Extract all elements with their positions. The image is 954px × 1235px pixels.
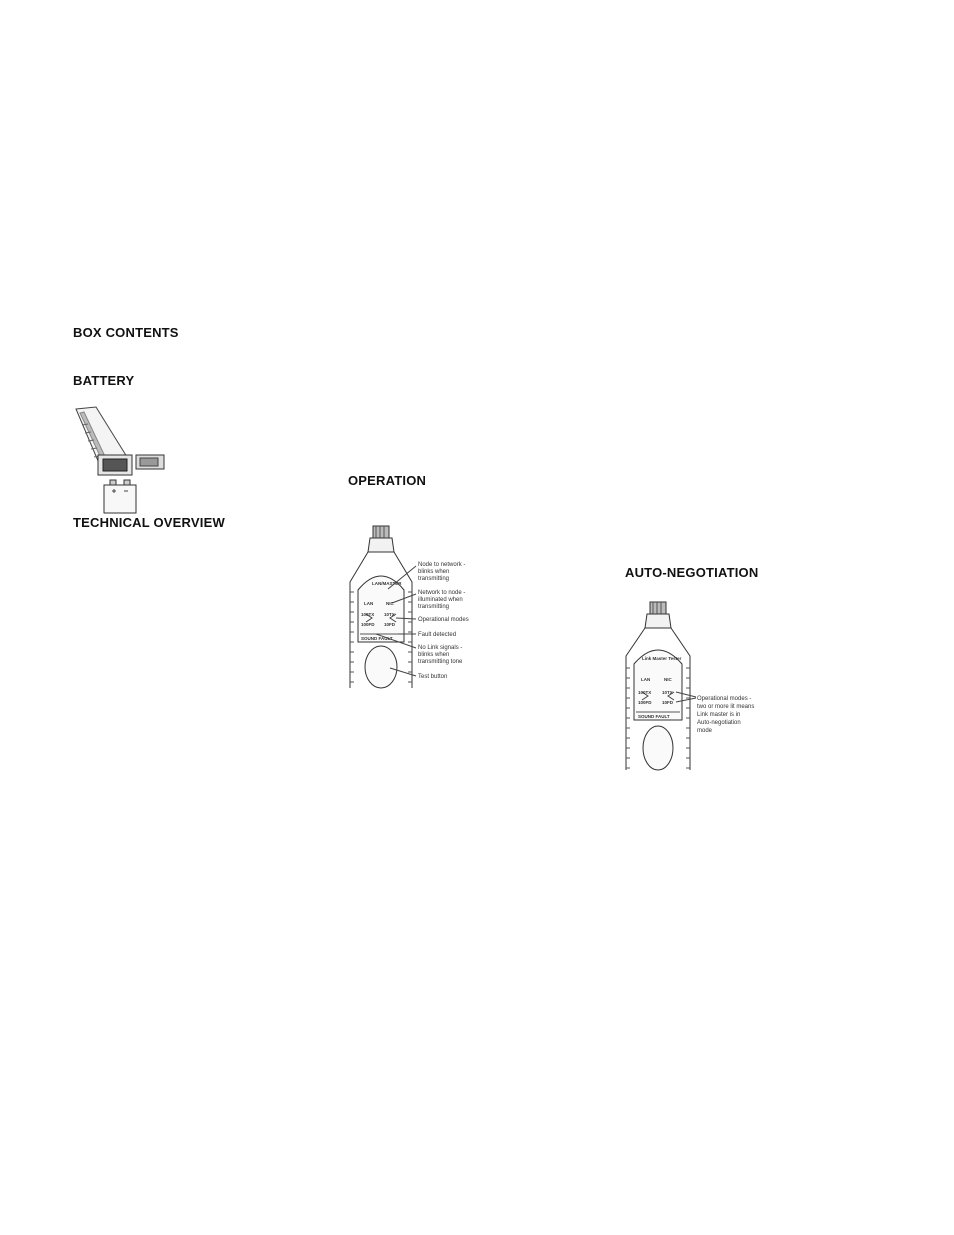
callout-no-link-signals: No Link signals - blinks when transmitting tone bbox=[418, 645, 463, 665]
heading-operation: OPERATION bbox=[348, 473, 427, 488]
heading-technical-overview: TECHNICAL OVERVIEW bbox=[73, 515, 225, 530]
heading-box-contents: BOX CONTENTS bbox=[73, 325, 179, 340]
panel-lan-label: LAN bbox=[641, 677, 651, 682]
panel-top-label: LAN/MASTER bbox=[372, 581, 402, 586]
panel-right-bottom-label: 10FD bbox=[662, 700, 674, 705]
panel-right-bottom-label: 10FD bbox=[384, 622, 396, 627]
operation-diagram bbox=[346, 522, 486, 692]
panel-nic-label: NIC bbox=[386, 601, 394, 606]
callout-operational-modes-auto: Operational modes - two or more lit means Link master is in Auto-negotiation mode bbox=[697, 696, 755, 734]
panel-bottom-label: SOUND FAULT bbox=[361, 636, 393, 641]
heading-auto-negotiation: AUTO-NEGOTIATION bbox=[625, 565, 759, 580]
battery-illustration bbox=[70, 405, 170, 515]
panel-right-top-label: 10TX bbox=[384, 612, 395, 617]
callout-node-to-network: Node to network - blinks when transmitting bbox=[418, 562, 466, 582]
panel-left-bottom-label: 100FD bbox=[638, 700, 652, 705]
callout-network-to-node: Network to node - illuminated when transmitting bbox=[418, 590, 466, 610]
callout-test-button: Test button bbox=[418, 674, 448, 680]
panel-left-top-label: 100TX bbox=[361, 612, 375, 617]
panel-nic-label: NIC bbox=[664, 677, 672, 682]
panel-left-bottom-label: 100FD bbox=[361, 622, 375, 627]
panel-lan-label: LAN bbox=[364, 601, 374, 606]
panel-right-top-label: 10TX bbox=[662, 690, 673, 695]
panel-top-label: Link Master Tester bbox=[642, 656, 682, 661]
panel-bottom-label: SOUND FAULT bbox=[638, 714, 670, 719]
heading-battery: BATTERY bbox=[73, 373, 135, 388]
auto-negotiation-diagram bbox=[622, 598, 767, 773]
callout-fault-detected: Fault detected bbox=[418, 632, 457, 638]
callout-operational-modes: Operational modes bbox=[418, 617, 469, 623]
panel-left-top-label: 100TX bbox=[638, 690, 652, 695]
